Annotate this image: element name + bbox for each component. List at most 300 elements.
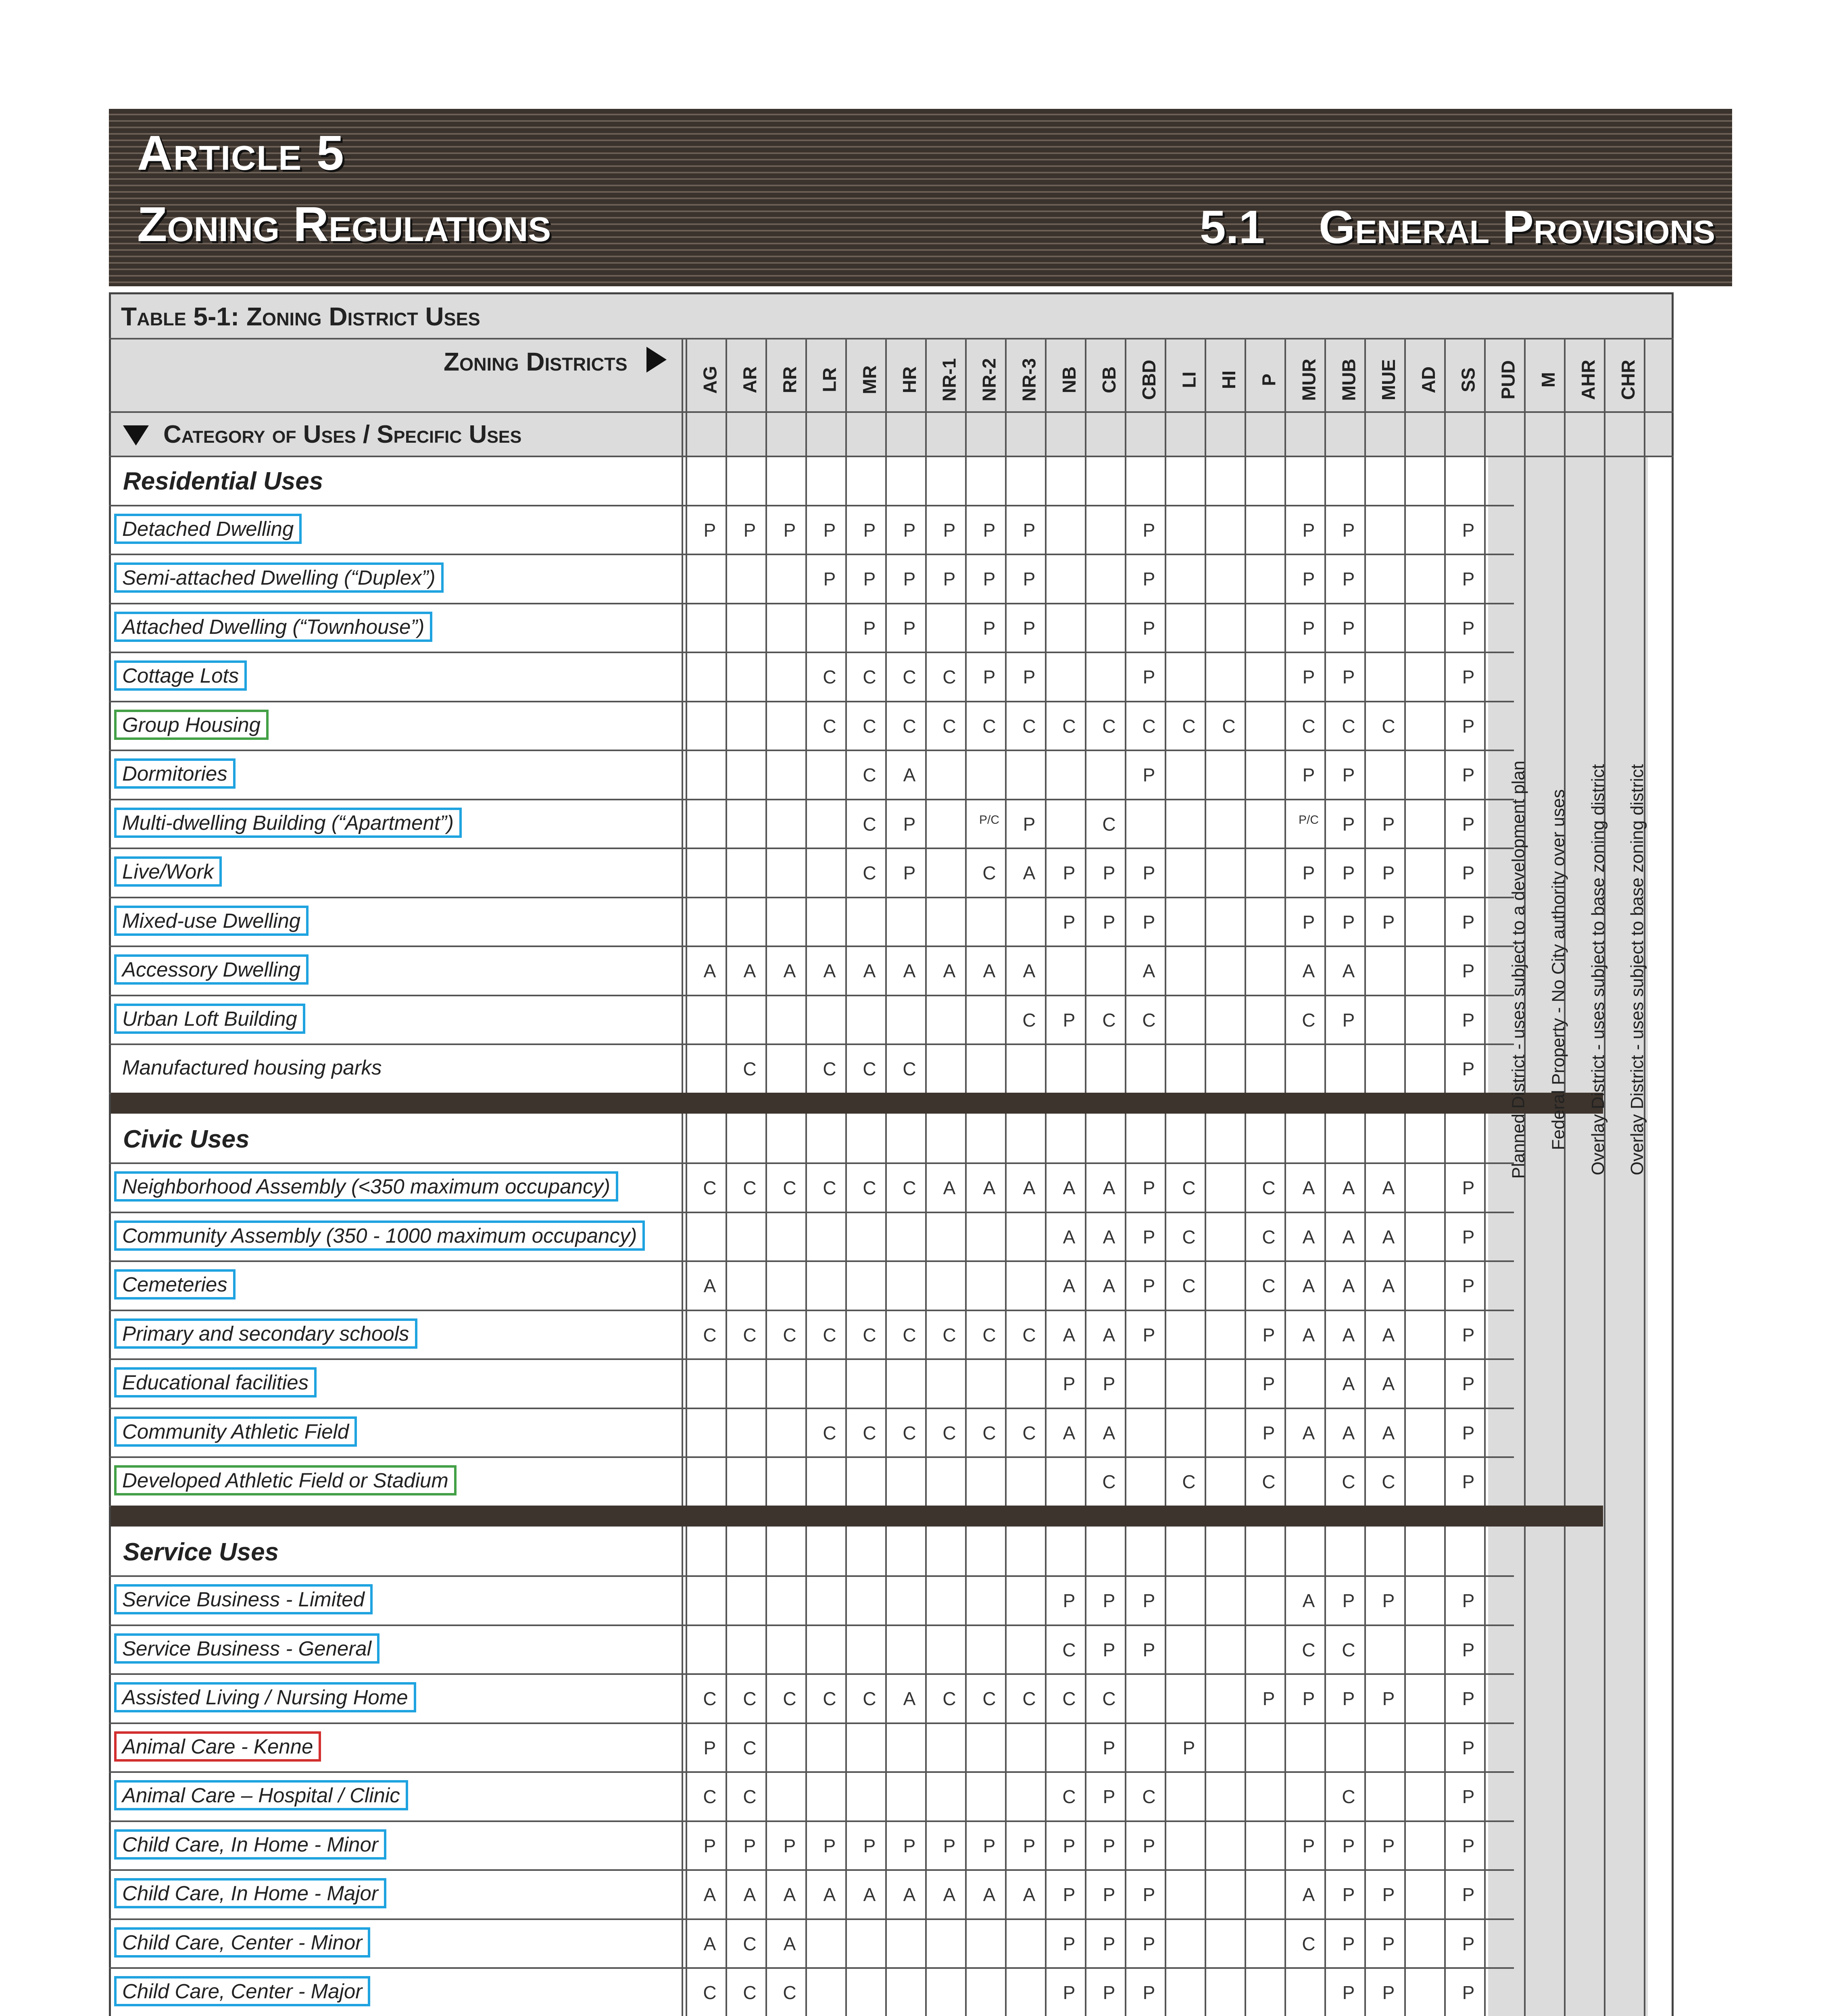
table-cell: A bbox=[983, 1884, 996, 1905]
table-cell: P/C bbox=[1298, 813, 1319, 827]
table-cell: A bbox=[863, 1884, 876, 1905]
table-cell: C bbox=[1102, 715, 1116, 737]
table-cell: A bbox=[1342, 960, 1355, 981]
table-cell: P bbox=[1063, 1590, 1076, 1611]
table-cell: P bbox=[823, 1835, 836, 1856]
table-cell: C bbox=[1302, 715, 1316, 737]
column-header: HR bbox=[899, 366, 920, 394]
table-cell: P bbox=[1063, 1835, 1076, 1856]
table-cell: A bbox=[1023, 1177, 1036, 1198]
table-cell: C bbox=[1342, 1639, 1355, 1660]
grid-line bbox=[109, 750, 1514, 751]
table-cell: P bbox=[1182, 1737, 1195, 1758]
table-cell: A bbox=[703, 1275, 716, 1296]
table-cell: P bbox=[1103, 862, 1115, 883]
table-cell: P bbox=[983, 1835, 996, 1856]
table-cell: A bbox=[1302, 1324, 1315, 1345]
table-cell: P bbox=[1462, 1058, 1475, 1079]
table-cell: C bbox=[863, 1324, 876, 1345]
table-cell: A bbox=[1342, 1275, 1355, 1296]
table-cell: A bbox=[983, 960, 996, 981]
table-cell: A bbox=[903, 764, 916, 785]
table-cell: P bbox=[1143, 1639, 1155, 1660]
table-cell: P bbox=[1342, 1009, 1355, 1031]
table-cell: C bbox=[743, 1786, 757, 1807]
table-cell: P bbox=[1302, 1835, 1315, 1856]
table-cell: C bbox=[1022, 1688, 1036, 1709]
table-cell: C bbox=[863, 862, 876, 883]
table-cell: P bbox=[1103, 1590, 1115, 1611]
column-header: RR bbox=[779, 366, 800, 394]
table-cell: P bbox=[1302, 1688, 1315, 1709]
table-cell: C bbox=[1262, 1226, 1276, 1248]
column-header: LR bbox=[819, 367, 840, 392]
table-cell: P bbox=[1462, 862, 1475, 883]
table-cell: P bbox=[1462, 1639, 1475, 1660]
table-cell: P bbox=[1342, 911, 1355, 933]
table-cell: C bbox=[1382, 715, 1395, 737]
table-cell: P bbox=[1143, 1275, 1155, 1296]
table-cell: P bbox=[1462, 715, 1475, 737]
table-cell: P bbox=[1462, 1177, 1475, 1198]
column-header: MUB bbox=[1338, 358, 1359, 401]
table-cell: C bbox=[1302, 1639, 1316, 1660]
category-label: Category of Uses / Specific Uses bbox=[163, 421, 522, 448]
table-cell: P bbox=[1063, 1933, 1076, 1954]
table-cell: P bbox=[703, 1737, 716, 1758]
use-label: Mixed-use Dwelling bbox=[114, 906, 309, 936]
use-label: Attached Dwelling (“Townhouse”) bbox=[114, 612, 432, 642]
grid-line bbox=[686, 338, 687, 2016]
grid-line bbox=[109, 1456, 1514, 1458]
table-cell: A bbox=[903, 1884, 916, 1905]
table-cell: C bbox=[863, 813, 876, 835]
table-cell: P bbox=[1302, 519, 1315, 541]
table-cell: C bbox=[1062, 1786, 1076, 1807]
grid-line bbox=[109, 1771, 1514, 1773]
table-cell: A bbox=[1103, 1177, 1115, 1198]
table-cell: P bbox=[1342, 519, 1355, 541]
section-title: Civic Uses bbox=[123, 1125, 250, 1153]
table-cell: A bbox=[943, 1884, 956, 1905]
table-cell: P bbox=[1302, 569, 1315, 589]
table-cell: P bbox=[1143, 1590, 1155, 1611]
table-cell: P bbox=[1462, 1422, 1475, 1443]
table-cell: C bbox=[1262, 1177, 1276, 1198]
table-cell: P bbox=[1342, 1884, 1355, 1905]
table-cell: C bbox=[1142, 715, 1156, 737]
table-cell: P bbox=[1462, 1324, 1475, 1345]
table-cell: P bbox=[1103, 1835, 1115, 1856]
use-label: Educational facilities bbox=[114, 1367, 317, 1397]
table-cell: A bbox=[903, 960, 916, 981]
table-cell: C bbox=[783, 1177, 796, 1198]
column-header: NR-1 bbox=[939, 358, 960, 402]
table-cell: P bbox=[1462, 911, 1475, 933]
table-cell: P bbox=[1262, 1324, 1275, 1345]
section-title: Residential Uses bbox=[123, 467, 323, 495]
table-cell: P bbox=[823, 519, 836, 541]
table-cell: A bbox=[1103, 1226, 1115, 1248]
chr-note: Overlay District - uses subject to base zoning district bbox=[1627, 764, 1647, 1175]
use-label: Community Assembly (350 - 1000 maximum occupancy) bbox=[114, 1220, 645, 1251]
table-cell: C bbox=[903, 666, 916, 687]
grid-line bbox=[109, 1043, 1514, 1045]
table-cell: P bbox=[1342, 764, 1355, 785]
table-cell: C bbox=[1182, 1177, 1196, 1198]
table-cell: P bbox=[1462, 617, 1475, 639]
table-cell: A bbox=[703, 960, 716, 981]
table-cell: P bbox=[1103, 1786, 1115, 1807]
table-cell: C bbox=[1102, 1688, 1116, 1709]
table-cell: P bbox=[1342, 617, 1355, 639]
table-cell: P bbox=[1462, 1786, 1475, 1807]
table-cell: P bbox=[1462, 666, 1475, 687]
table-cell: A bbox=[1103, 1275, 1115, 1296]
table-cell: P bbox=[1143, 519, 1155, 541]
table-cell: P bbox=[1143, 617, 1155, 639]
table-cell: A bbox=[1302, 960, 1315, 981]
use-label: Accessory Dwelling bbox=[114, 954, 309, 985]
table-cell: C bbox=[823, 715, 836, 737]
table-cell: P bbox=[1143, 1933, 1155, 1954]
column-header: CB bbox=[1098, 366, 1120, 394]
table-cell: C bbox=[1062, 1688, 1076, 1709]
table-cell: A bbox=[1063, 1177, 1076, 1198]
table-cell: P bbox=[863, 617, 876, 639]
table-cell: A bbox=[1302, 1275, 1315, 1296]
table-cell: C bbox=[942, 1324, 956, 1345]
table-cell: P bbox=[1143, 1835, 1155, 1856]
table-cell: C bbox=[1182, 715, 1196, 737]
table-cell: A bbox=[1302, 1884, 1315, 1905]
table-cell: C bbox=[1302, 1009, 1316, 1031]
table-cell: P bbox=[1302, 764, 1315, 785]
grid-line bbox=[109, 1869, 1514, 1871]
table-cell: C bbox=[823, 1422, 836, 1443]
table-cell: A bbox=[1302, 1422, 1315, 1443]
grid-line bbox=[109, 1722, 1514, 1724]
table-cell: A bbox=[1342, 1226, 1355, 1248]
table-cell: C bbox=[743, 1324, 757, 1345]
table-cell: P bbox=[1103, 1982, 1115, 2003]
table-cell: P bbox=[903, 813, 916, 835]
grid-line bbox=[109, 1358, 1514, 1360]
table-cell: C bbox=[1022, 715, 1036, 737]
table-cell: P bbox=[1302, 911, 1315, 933]
use-label: Neighborhood Assembly (<350 maximum occupancy) bbox=[114, 1171, 618, 1202]
table-cell: A bbox=[1023, 960, 1036, 981]
table-cell: P bbox=[1103, 1933, 1115, 1954]
grid-line bbox=[109, 1967, 1514, 1969]
table-cell: C bbox=[1102, 813, 1116, 835]
table-cell: C bbox=[823, 1058, 836, 1079]
table-cell: P bbox=[1262, 1688, 1275, 1709]
table-cell: A bbox=[1302, 1177, 1315, 1198]
table-cell: P bbox=[1143, 1982, 1155, 2003]
table-cell: C bbox=[982, 1422, 996, 1443]
table-cell: C bbox=[743, 1177, 757, 1198]
table-cell: C bbox=[863, 764, 876, 785]
table-cell: P bbox=[1103, 1373, 1115, 1394]
use-label: Detached Dwelling bbox=[114, 514, 302, 544]
table-cell: C bbox=[1262, 1471, 1276, 1492]
use-label: Child Care, Center - Minor bbox=[114, 1927, 370, 1958]
down-arrow-icon bbox=[123, 425, 149, 446]
use-label: Cemeteries bbox=[114, 1269, 236, 1300]
table-cell: C bbox=[823, 666, 836, 687]
table-cell: P bbox=[1382, 813, 1395, 835]
table-cell: C bbox=[1382, 1471, 1395, 1492]
column-header: PUD bbox=[1498, 360, 1519, 400]
table-cell: A bbox=[1063, 1324, 1076, 1345]
section-title: Service Uses bbox=[123, 1538, 279, 1566]
table-cell: P bbox=[1302, 666, 1315, 687]
use-label: Developed Athletic Field or Stadium bbox=[114, 1465, 457, 1495]
grid-line bbox=[1245, 338, 1246, 2016]
table-cell: P bbox=[1462, 1590, 1475, 1611]
table-cell: C bbox=[743, 1737, 757, 1758]
table-cell: A bbox=[1103, 1324, 1115, 1345]
table-cell: A bbox=[1382, 1177, 1395, 1198]
table-cell: P bbox=[1342, 813, 1355, 835]
table-cell: P bbox=[1103, 911, 1115, 933]
table-cell: C bbox=[903, 1177, 916, 1198]
table-cell: C bbox=[982, 1688, 996, 1709]
table-cell: C bbox=[783, 1324, 796, 1345]
table-cell: P bbox=[1023, 519, 1036, 541]
use-label: Service Business - Limited bbox=[114, 1584, 373, 1614]
use-label: Service Business - General bbox=[114, 1633, 379, 1664]
table-cell: A bbox=[703, 1884, 716, 1905]
column-header: NB bbox=[1058, 366, 1080, 394]
table-cell: P bbox=[903, 519, 916, 541]
use-label: Cottage Lots bbox=[114, 660, 247, 691]
table-cell: P bbox=[1023, 1835, 1036, 1856]
table-cell: A bbox=[823, 960, 836, 981]
table-cell: P bbox=[1302, 862, 1315, 883]
table-cell: P bbox=[983, 617, 996, 639]
grid-line bbox=[109, 456, 1674, 457]
table-cell: C bbox=[1222, 715, 1236, 737]
table-cell: C bbox=[903, 715, 916, 737]
table-cell: P bbox=[743, 519, 756, 541]
table-cell: A bbox=[743, 960, 756, 981]
table-cell: P bbox=[863, 519, 876, 541]
table-cell: P bbox=[1063, 1009, 1076, 1031]
column-header: LI bbox=[1178, 371, 1199, 388]
use-label: Child Care, In Home - Minor bbox=[114, 1829, 386, 1860]
table-cell: P bbox=[1302, 617, 1315, 639]
grid-line bbox=[109, 554, 1514, 555]
grid-line bbox=[109, 652, 1514, 653]
table-cell: A bbox=[1342, 1324, 1355, 1345]
right-arrow-icon bbox=[646, 347, 667, 373]
table-cell: C bbox=[1022, 1324, 1036, 1345]
table-cell: C bbox=[1022, 1422, 1036, 1443]
table-cell: P bbox=[983, 569, 996, 589]
grid-line bbox=[109, 411, 1674, 413]
chapter-title: Zoning Regulations bbox=[137, 197, 551, 252]
table-cell: C bbox=[1342, 715, 1355, 737]
table-cell: P bbox=[1462, 1884, 1475, 1905]
table-cell: P bbox=[1342, 1982, 1355, 2003]
table-cell: P bbox=[1462, 1373, 1475, 1394]
table-cell: P bbox=[1382, 1884, 1395, 1905]
table-cell: A bbox=[1342, 1422, 1355, 1443]
use-label: Group Housing bbox=[114, 710, 269, 740]
table-cell: C bbox=[703, 1177, 717, 1198]
ahr-note: Overlay District - uses subject to base zoning district bbox=[1588, 764, 1608, 1175]
table-cell: P bbox=[1063, 911, 1076, 933]
table-cell: P bbox=[1342, 1590, 1355, 1611]
table-cell: P bbox=[1462, 764, 1475, 785]
table-cell: C bbox=[942, 715, 956, 737]
table-cell: C bbox=[982, 1324, 996, 1345]
table-cell: P bbox=[903, 617, 916, 639]
table-cell: C bbox=[1062, 715, 1076, 737]
table-cell: P bbox=[1143, 1177, 1155, 1198]
table-cell: P bbox=[1382, 1835, 1395, 1856]
table-cell: P bbox=[1382, 911, 1395, 933]
table-cell: C bbox=[783, 1982, 796, 2003]
table-cell: P bbox=[1462, 519, 1475, 541]
section-number: 5.1 bbox=[1200, 201, 1265, 253]
table-cell: P bbox=[1143, 764, 1155, 785]
column-header: MUE bbox=[1378, 359, 1399, 401]
table-cell: P bbox=[1342, 1933, 1355, 1954]
table-cell: A bbox=[1382, 1373, 1395, 1394]
grid-line bbox=[109, 1162, 1514, 1164]
grid-line bbox=[1444, 338, 1446, 2016]
table-cell: P bbox=[1382, 1933, 1395, 1954]
use-label: Live/Work bbox=[114, 856, 222, 887]
table-cell: C bbox=[903, 1058, 916, 1079]
column-header: P bbox=[1258, 373, 1279, 386]
table-cell: P bbox=[1462, 1471, 1475, 1492]
table-cell: P bbox=[903, 569, 916, 589]
table-cell: C bbox=[743, 1982, 757, 2003]
table-cell: P bbox=[983, 519, 996, 541]
table-cell: C bbox=[703, 1688, 717, 1709]
table-cell: C bbox=[743, 1058, 757, 1079]
table-cell: C bbox=[1062, 1639, 1076, 1660]
grid-line bbox=[109, 848, 1514, 849]
grid-line bbox=[109, 505, 1514, 506]
grid-line bbox=[109, 603, 1514, 604]
column-header: AHR bbox=[1578, 360, 1599, 400]
use-label: Primary and secondary schools bbox=[114, 1318, 417, 1349]
use-label: Assisted Living / Nursing Home bbox=[114, 1682, 416, 1712]
table-cell: P bbox=[703, 1835, 716, 1856]
column-header: AG bbox=[699, 366, 720, 394]
table-cell: A bbox=[1023, 862, 1036, 883]
grid-line bbox=[109, 1575, 1514, 1577]
section-divider bbox=[111, 1506, 1603, 1527]
table-cell: A bbox=[703, 1933, 716, 1954]
table-cell: P bbox=[1462, 1982, 1475, 2003]
table-cell: C bbox=[1182, 1275, 1196, 1296]
table-cell: P bbox=[1342, 862, 1355, 883]
table-cell: P bbox=[743, 1835, 756, 1856]
table-title: Table 5-1: Zoning District Uses bbox=[121, 302, 480, 331]
table-cell: P bbox=[1462, 813, 1475, 835]
grid-line bbox=[109, 1673, 1514, 1675]
m-note: Federal Property - No City authority over uses bbox=[1549, 789, 1568, 1150]
table-cell: P bbox=[943, 1835, 956, 1856]
table-cell: P bbox=[1262, 1422, 1275, 1443]
table-cell: C bbox=[823, 1177, 836, 1198]
table-cell: C bbox=[1142, 1786, 1156, 1807]
table-cell: P bbox=[1342, 569, 1355, 589]
column-header: HI bbox=[1218, 371, 1239, 389]
table-cell: C bbox=[863, 666, 876, 687]
table-cell: A bbox=[1063, 1226, 1076, 1248]
table-cell: A bbox=[823, 1884, 836, 1905]
use-label: Urban Loft Building bbox=[114, 1004, 305, 1034]
grid-line bbox=[109, 338, 1674, 339]
column-header: CBD bbox=[1138, 360, 1160, 400]
table-cell: A bbox=[1382, 1226, 1395, 1248]
table-cell: C bbox=[743, 1688, 757, 1709]
table-cell: A bbox=[783, 960, 796, 981]
use-label: Child Care, In Home - Major bbox=[114, 1878, 386, 1908]
use-label: Semi-attached Dwelling (“Duplex”) bbox=[114, 562, 444, 593]
table-cell: P bbox=[1063, 862, 1076, 883]
table-cell: P bbox=[1023, 666, 1036, 687]
table-cell: C bbox=[982, 862, 996, 883]
table-cell: P bbox=[903, 862, 916, 883]
table-cell: P bbox=[863, 1835, 876, 1856]
grid-line bbox=[109, 1408, 1514, 1409]
column-header: MUR bbox=[1298, 358, 1320, 401]
column-header: NR-3 bbox=[1019, 358, 1040, 402]
table-cell: C bbox=[1342, 1786, 1355, 1807]
table-cell: A bbox=[743, 1884, 756, 1905]
table-cell: C bbox=[1182, 1226, 1196, 1248]
table-cell: P bbox=[1103, 1737, 1115, 1758]
table-cell: P bbox=[1023, 569, 1036, 589]
table-cell: C bbox=[1102, 1009, 1116, 1031]
column-header: AD bbox=[1418, 366, 1439, 394]
table-cell: C bbox=[863, 715, 876, 737]
table-cell: C bbox=[823, 1688, 836, 1709]
table-cell: C bbox=[863, 1177, 876, 1198]
column-header: MR bbox=[859, 365, 880, 394]
table-cell: P bbox=[863, 569, 876, 589]
table-cell: P bbox=[1382, 1688, 1395, 1709]
table-cell: C bbox=[942, 1688, 956, 1709]
table-cell: C bbox=[903, 1422, 916, 1443]
table-cell: P bbox=[1462, 1933, 1475, 1954]
use-label: Manufactured housing parks bbox=[122, 1056, 382, 1079]
use-label: Dormitories bbox=[114, 758, 236, 789]
table-cell: P bbox=[1382, 862, 1395, 883]
table-cell: P bbox=[903, 1835, 916, 1856]
table-cell: C bbox=[703, 1786, 717, 1807]
table-cell: C bbox=[863, 1688, 876, 1709]
table-cell: A bbox=[1342, 1373, 1355, 1394]
table-cell: C bbox=[1142, 1009, 1156, 1031]
table-cell: P bbox=[1462, 1688, 1475, 1709]
section-title: General Provisions bbox=[1319, 201, 1715, 253]
table-cell: P bbox=[1462, 1009, 1475, 1031]
table-cell: P bbox=[703, 519, 716, 541]
table-cell: P/C bbox=[979, 813, 999, 827]
table-cell: C bbox=[783, 1688, 796, 1709]
table-cell: P bbox=[1143, 911, 1155, 933]
article-title: Article 5 bbox=[137, 125, 345, 180]
